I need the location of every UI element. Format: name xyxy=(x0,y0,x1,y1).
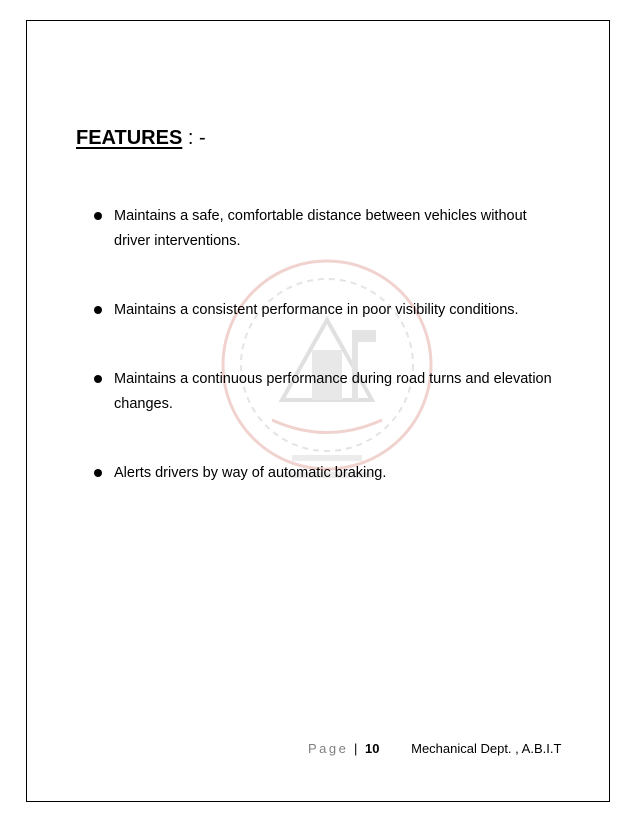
features-list xyxy=(94,204,564,486)
bullet-icon xyxy=(94,212,102,220)
page-footer xyxy=(308,740,561,758)
feature-text: Maintains a consistent performance in poor visibility conditions. xyxy=(114,302,519,318)
bullet-icon xyxy=(94,306,102,314)
feature-text: Maintains a safe, comfortable distance between vehicles without driver interventions. xyxy=(114,208,527,249)
footer-separator: | xyxy=(354,741,358,756)
footer-page-number: 10 xyxy=(365,741,380,756)
footer-page-label: Page xyxy=(308,741,349,756)
feature-text: Maintains a continuous performance during road turns and elevation changes. xyxy=(114,371,552,412)
bullet-icon xyxy=(94,469,102,477)
heading-suffix: : - xyxy=(187,127,206,149)
section-heading xyxy=(76,126,206,150)
feature-text: Alerts drivers by way of automatic braking. xyxy=(114,465,387,481)
bullet-icon xyxy=(94,375,102,383)
list-item xyxy=(94,298,564,323)
list-item xyxy=(94,367,564,417)
list-item xyxy=(94,461,564,486)
list-item xyxy=(94,204,564,254)
heading-title: FEATURES xyxy=(76,127,183,149)
footer-department: Mechanical Dept. , A.B.I.T xyxy=(411,741,562,756)
